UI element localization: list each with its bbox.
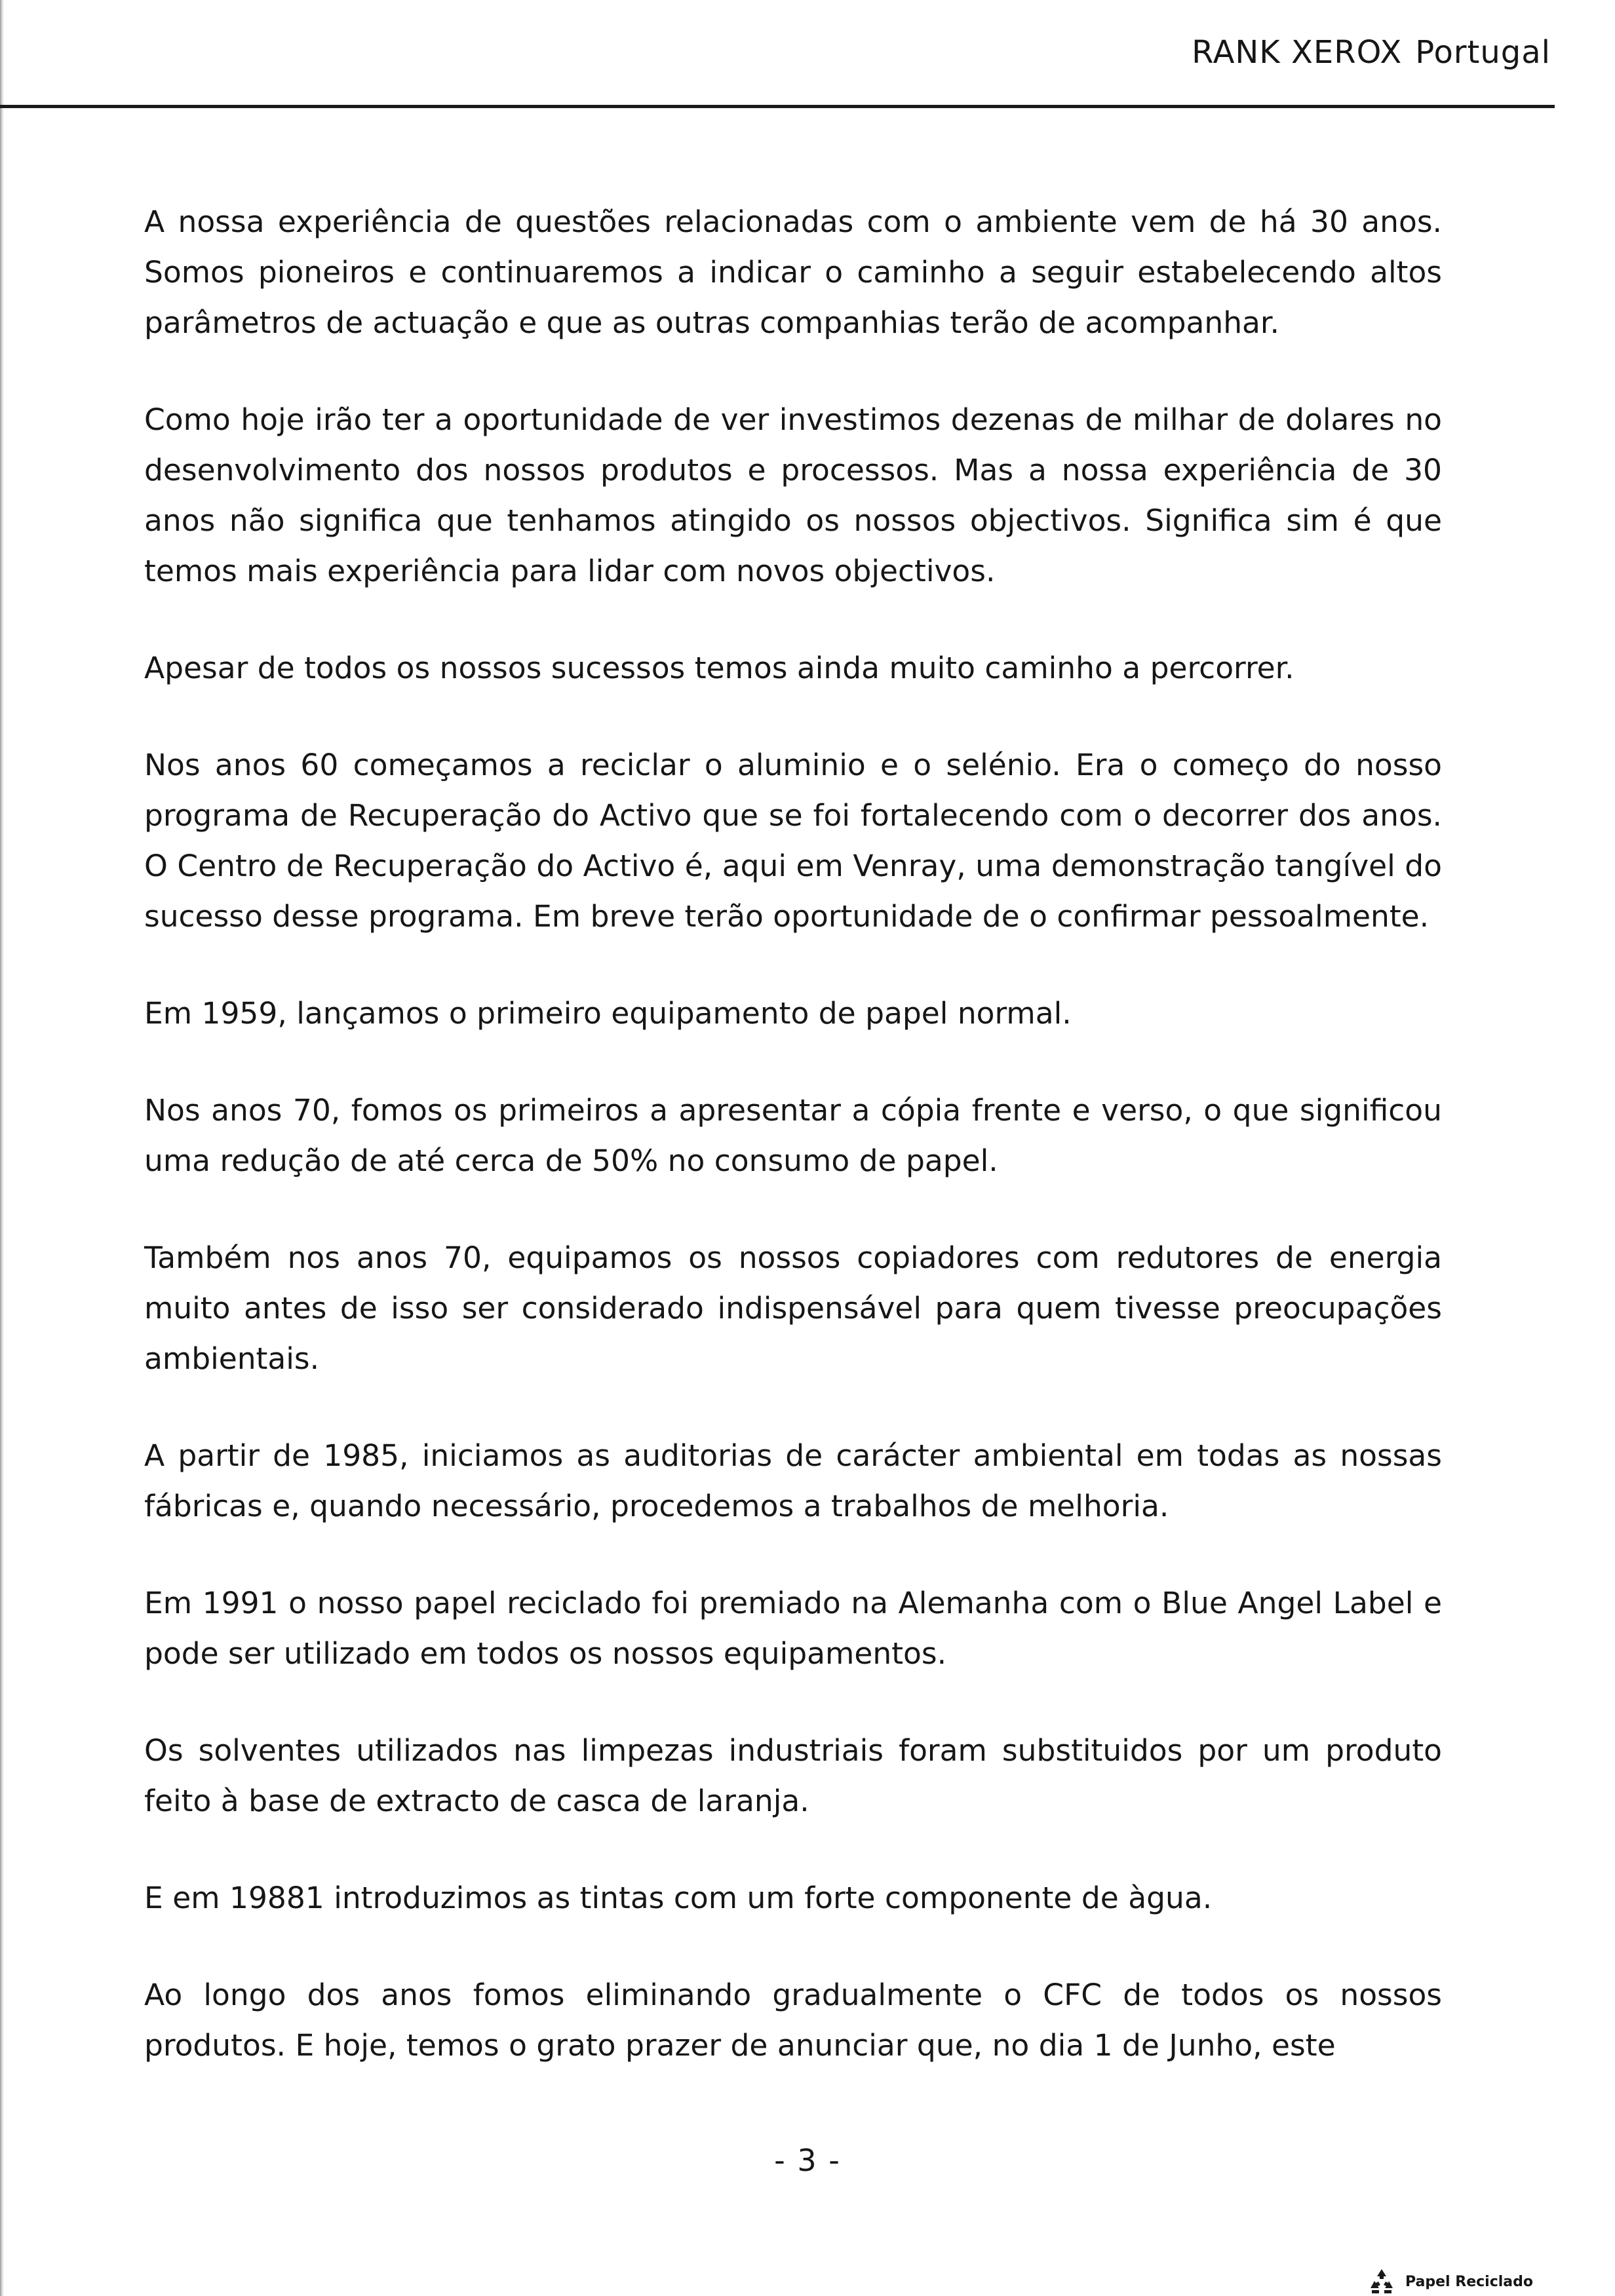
paragraph: Apesar de todos os nossos sucessos temos ainda muito caminho a percorrer. — [144, 651, 1294, 685]
paragraph: A nossa experiência de questões relacionadas com o ambiente vem de há 30 anos. Somos pioneiros e continuaremos a indicar o caminho a seguir estabelecendo altos parâmetros de actuação e que as outras companhias terão de acompanhar. — [144, 204, 1442, 340]
recycled-label: Papel Reciclado — [1405, 2273, 1533, 2290]
paragraph: Em 1991 o nosso papel reciclado foi premiado na Alemanha com o Blue Angel Label e pode ser utilizado em todos os nossos equipamentos. — [144, 1586, 1442, 1671]
paragraph: Como hoje irão ter a oportunidade de ver investimos dezenas de milhar de dolares no desenvolvimento dos nossos produtos e processos. Mas a nossa experiência de 30 anos não significa que tenhamos atingido os nossos objectivos. Significa sim é que temos mais experiência para lidar com novos objectivos. — [144, 402, 1442, 588]
scan-edge — [0, 0, 4, 2296]
paragraph: Os solventes utilizados nas limpezas industriais foram substituidos por um produto feito à base de extracto de casca de laranja. — [144, 1733, 1442, 1818]
paragraph: Ao longo dos anos fomos eliminando gradualmente o CFC de todos os nossos produtos. E hoje, temos o grato prazer de anunciar que, no dia 1 de Junho, este — [144, 1978, 1442, 2063]
document-body — [144, 197, 1442, 2117]
recycle-icon — [1367, 2267, 1396, 2296]
paragraph: A partir de 1985, iniciamos as auditorias de carácter ambiental em todas as nossas fábricas e, quando necessário, procedemos a trabalhos de melhoria. — [144, 1438, 1442, 1523]
company-brand: RANK XEROX — [1192, 34, 1403, 71]
paragraph: Também nos anos 70, equipamos os nossos copiadores com redutores de energia muito antes de isso ser considerado indispensável para quem tivesse preocupações ambientais. — [144, 1240, 1442, 1376]
paragraph: Em 1959, lançamos o primeiro equipamento de papel normal. — [144, 996, 1072, 1031]
paragraph: Nos anos 70, fomos os primeiros a apresentar a cópia frente e verso, o que significou uma redução de até cerca de 50% no consumo de papel. — [144, 1093, 1442, 1178]
paragraph: Nos anos 60 começamos a reciclar o aluminio e o selénio. Era o começo do nosso programa de Recuperação do Activo que se foi fortalecendo com o decorrer dos anos. O Centro de Recuperação do Activo é, aqui em Venray, uma demonstração tangível do sucesso desse programa. Em breve terão oportunidade de o confirmar pessoalmente. — [144, 748, 1442, 934]
page-number: - 3 - — [774, 2143, 841, 2178]
paragraph: E em 19881 introduzimos as tintas com um forte componente de àgua. — [144, 1881, 1213, 1915]
page-header — [1192, 34, 1551, 71]
company-location: Portugal — [1415, 34, 1551, 71]
recycled-paper-mark — [1367, 2267, 1533, 2296]
header-rule — [0, 105, 1555, 108]
